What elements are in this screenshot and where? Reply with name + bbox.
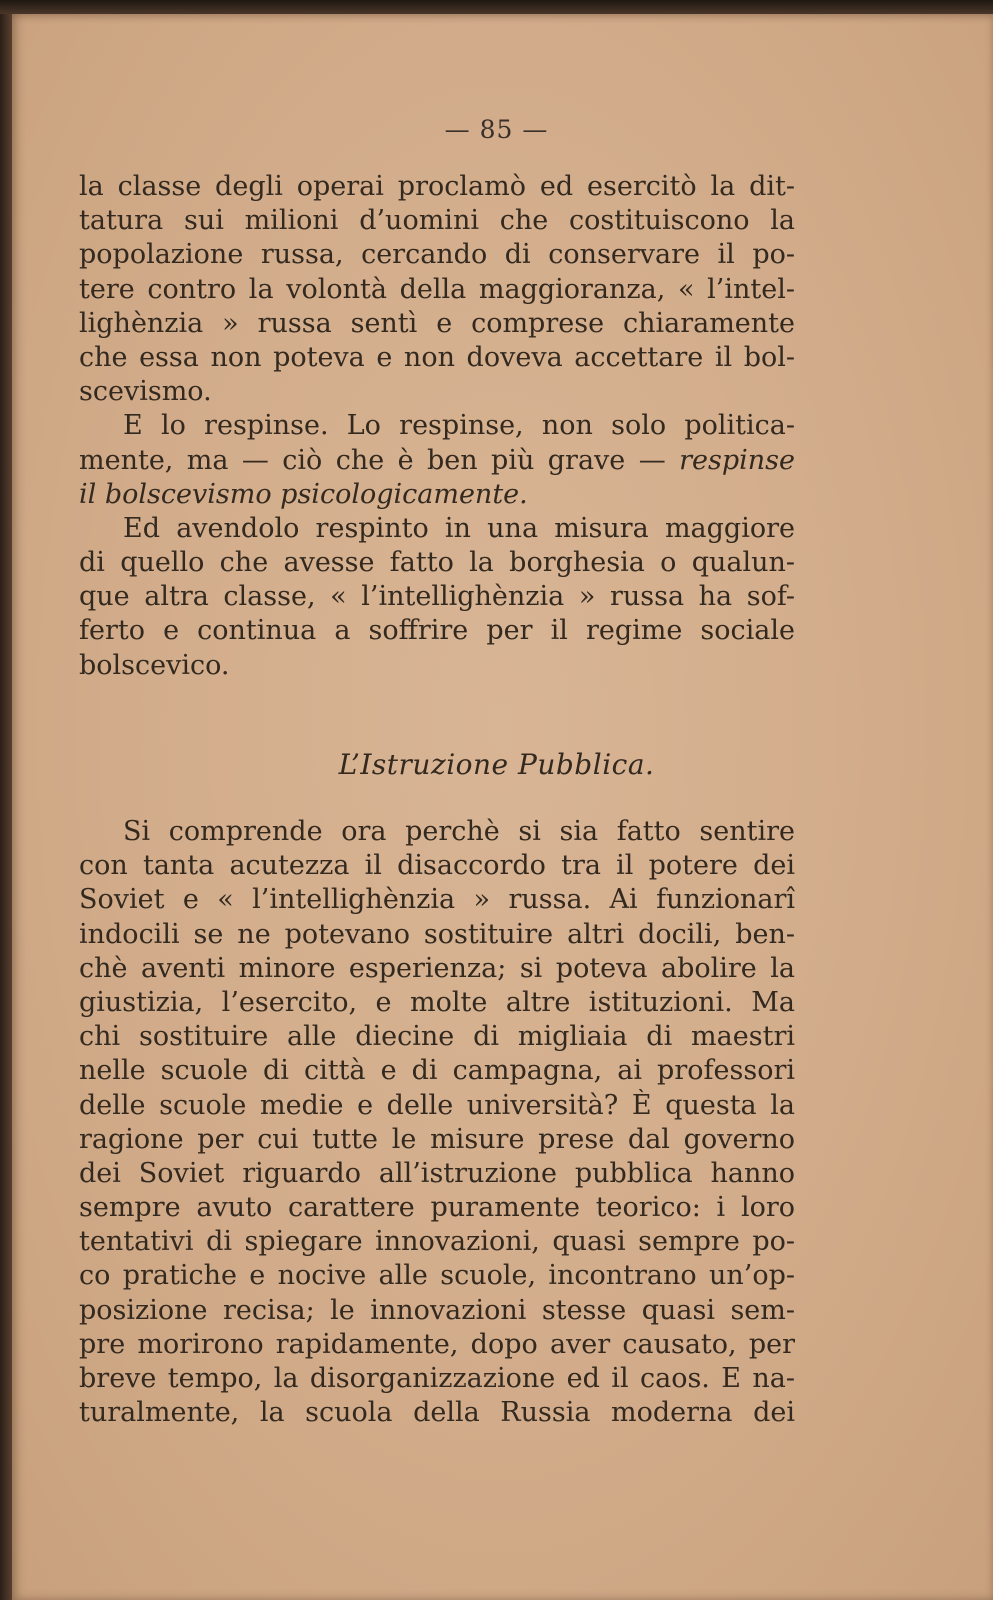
text-line: scevismo. [79, 376, 212, 408]
text-line: tatura sui milioni d’uomini che costituiscono la [79, 205, 795, 237]
text-line: chi sostituire alle diecine di migliaia di maestri [79, 1021, 795, 1053]
text-block-lower [79, 815, 795, 1430]
text-line-mixed [79, 444, 795, 478]
page-number: — 85 — [444, 115, 549, 144]
text-line: ferto e continua a soffrire per il regime sociale [79, 615, 795, 647]
text-line: popolazione russa, cercando di conservare il po- [79, 239, 795, 271]
text-line: que altra classe, « l’intellighènzia » russa ha sof- [79, 581, 795, 613]
text-line: turalmente, la scuola della Russia moderna dei [79, 1397, 795, 1429]
paragraph-3 [79, 512, 795, 683]
text-line: la classe degli operai proclamò ed esercitò la dit- [79, 171, 795, 202]
text-segment: mente, ma — ciò che è ben più grave — [79, 444, 680, 476]
text-line: pre morirono rapidamente, dopo aver causato, per [79, 1328, 795, 1360]
text-line: posizione recisa; le innovazioni stesse quasi sem- [79, 1294, 795, 1326]
text-line: Ed avendolo respinto in una misura maggiore [123, 512, 795, 544]
text-line: bolscevico. [79, 649, 230, 681]
italic-segment: respinse [679, 444, 795, 476]
text-block-upper [79, 170, 795, 683]
text-line: breve tempo, la disorganizzazione ed il caos. E na- [79, 1363, 795, 1394]
page-top-edge [0, 0, 993, 14]
text-line: con tanta acutezza il disaccordo tra il potere dei [79, 850, 795, 882]
page-binding-edge [0, 0, 12, 1600]
text-line: sempre avuto carattere puramente teorico: i loro [79, 1192, 795, 1224]
paragraph-4 [79, 815, 795, 1430]
text-line: di quello che avesse fatto la borghesia o qualun- [79, 547, 795, 579]
text-line: E lo respinse. Lo respinse, non solo politica- [123, 410, 795, 442]
text-line: dei Soviet riguardo all’istruzione pubblica hanno [79, 1157, 795, 1189]
text-line: delle scuole medie e delle università? È questa la [79, 1089, 795, 1121]
text-line-italic: il bolscevismo psicologicamente. [79, 478, 528, 510]
text-line: giustizia, l’esercito, e molte altre istituzioni. Ma [79, 986, 795, 1018]
text-line: ragione per cui tutte le misure prese dal governo [79, 1123, 795, 1155]
text-line: co pratiche e nocive alle scuole, incontrano un’op- [79, 1260, 795, 1292]
text-line: nelle scuole di città e di campagna, ai professori [79, 1055, 795, 1087]
text-line: indocili se ne potevano sostituire altri docili, ben- [79, 918, 795, 950]
text-line: tere contro la volontà della maggioranza, « l’intel- [79, 273, 795, 305]
text-line: che essa non poteva e non doveva accettare il bol- [79, 341, 795, 373]
text-line: Soviet e « l’intellighènzia » russa. Ai funzionarî [79, 884, 795, 916]
text-line: Si comprende ora perchè si sia fatto sentire [123, 816, 795, 847]
section-heading: L’Istruzione Pubblica. [338, 748, 655, 781]
text-line: chè aventi minore esperienza; si poteva abolire la [79, 952, 795, 984]
paragraph-2 [79, 409, 795, 512]
text-line: lighènzia » russa sentì e comprese chiaramente [79, 307, 795, 339]
text-line: tentativi di spiegare innovazioni, quasi sempre po- [79, 1226, 795, 1258]
paragraph-1 [79, 170, 795, 409]
